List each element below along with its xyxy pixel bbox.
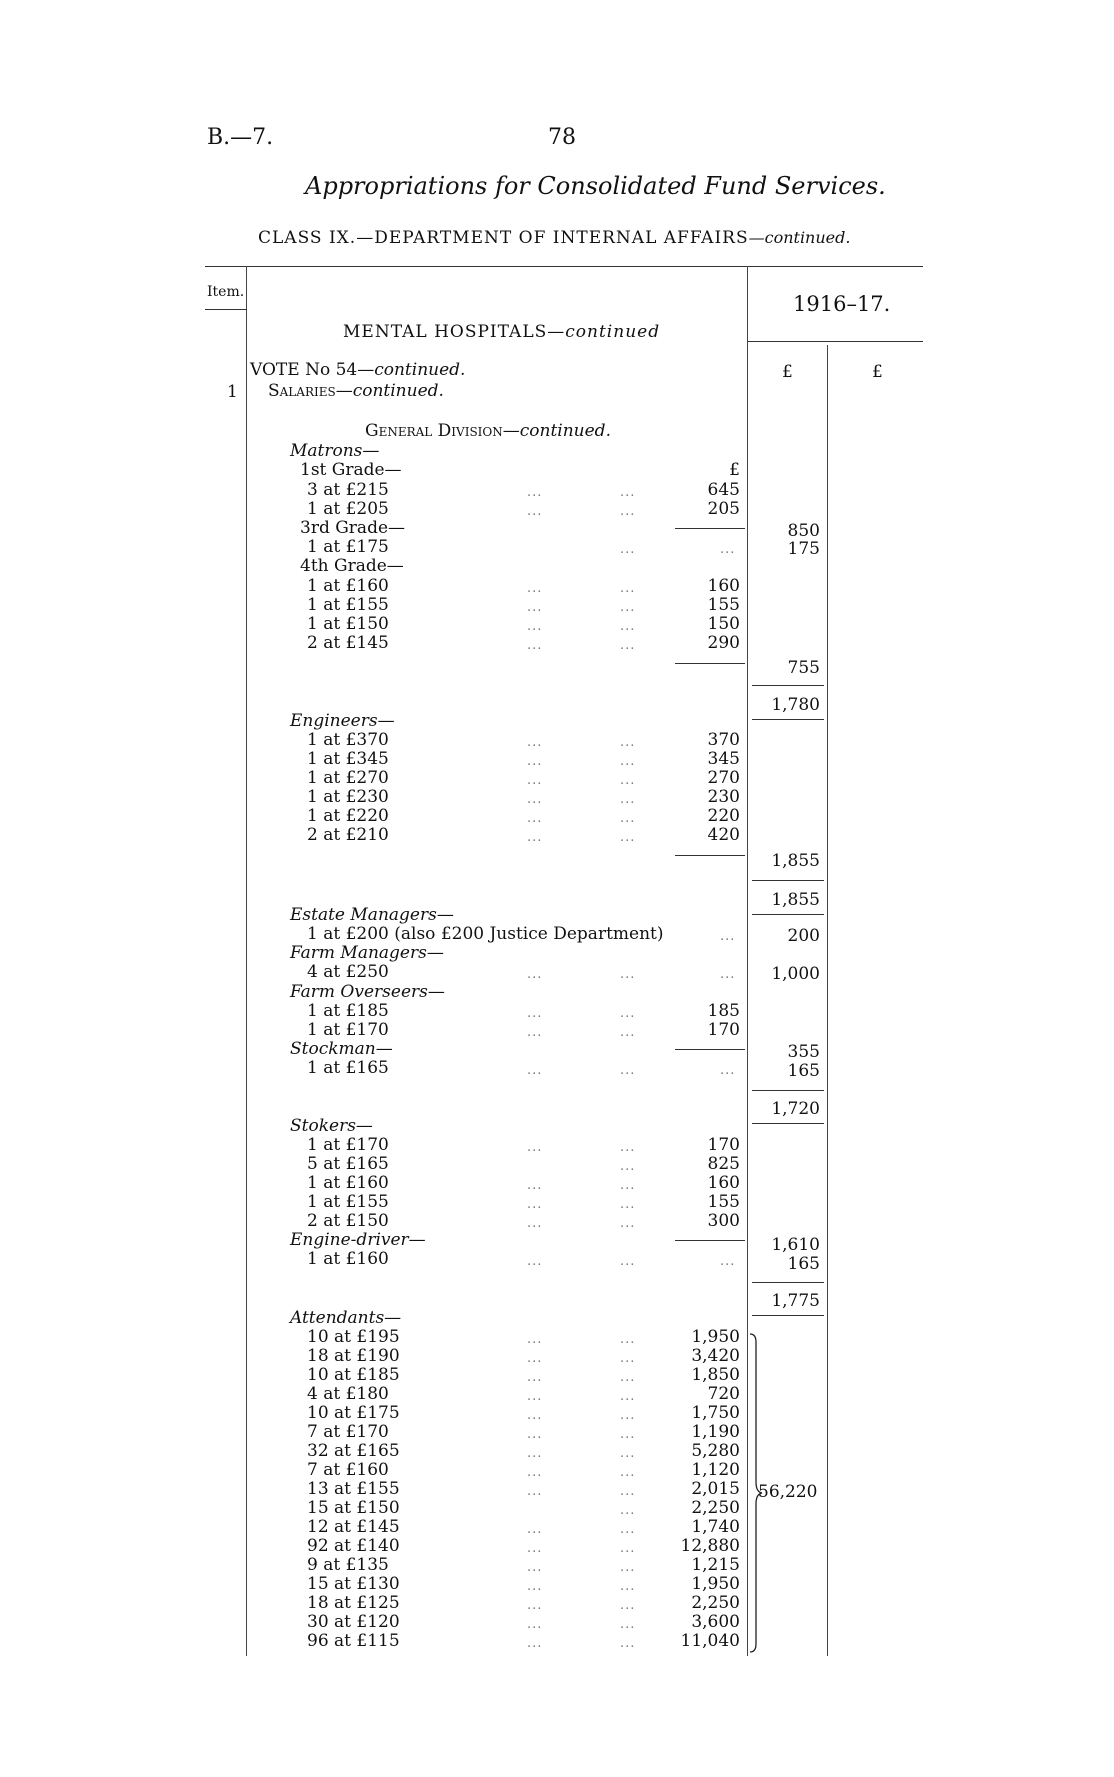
dots: ... bbox=[527, 1216, 543, 1231]
dots: ... bbox=[527, 1427, 543, 1442]
engine-driver-heading: Engine-driver— bbox=[290, 1230, 426, 1250]
farm-overseers-row-1-desc: 1 at £170 bbox=[307, 1020, 389, 1040]
dots: ... bbox=[620, 1503, 636, 1518]
attendants-row-15-amount: 3,600 bbox=[691, 1612, 740, 1632]
dots: ... bbox=[620, 1351, 636, 1366]
dots: ... bbox=[527, 1541, 543, 1556]
dots: ... bbox=[620, 754, 636, 769]
dots: ... bbox=[527, 1598, 543, 1613]
stokers-row-3-amount: 155 bbox=[707, 1192, 740, 1212]
dots: ... bbox=[620, 1446, 636, 1461]
dots: ... bbox=[527, 638, 543, 653]
dots: ... bbox=[527, 1140, 543, 1155]
engineers-total: 1,855 bbox=[771, 890, 820, 910]
vote-label-text: VOTE No 54 bbox=[250, 360, 358, 380]
stockman-total-rule-bottom bbox=[752, 1123, 824, 1124]
estate-heading: Estate Managers— bbox=[290, 905, 454, 925]
division-continued: —continued. bbox=[502, 421, 611, 441]
dots: ... bbox=[527, 792, 543, 807]
pound-label-a: £ bbox=[782, 362, 793, 382]
dots: ... bbox=[527, 1332, 543, 1347]
year-label: 1916–17. bbox=[793, 292, 891, 316]
matrons-grade1: 1st Grade— bbox=[300, 460, 402, 480]
dots: ... bbox=[527, 619, 543, 634]
engineers-row-1-amount: 345 bbox=[707, 749, 740, 769]
dots: ... bbox=[720, 1254, 736, 1269]
matrons-grade3: 3rd Grade— bbox=[300, 518, 406, 538]
engineers-heading: Engineers— bbox=[290, 711, 395, 731]
class-heading bbox=[258, 228, 850, 248]
dots: ... bbox=[620, 1465, 636, 1480]
farm-overseers-row-0-amount: 185 bbox=[707, 1001, 740, 1021]
engineers-row-0-amount: 370 bbox=[707, 730, 740, 750]
dots: ... bbox=[620, 792, 636, 807]
dots: ... bbox=[527, 1484, 543, 1499]
dots: ... bbox=[527, 1351, 543, 1366]
matrons-g4-row-3-amount: 290 bbox=[707, 633, 740, 653]
attendants-row-4-desc: 10 at £175 bbox=[307, 1403, 400, 1423]
dots: ... bbox=[620, 1560, 636, 1575]
dots: ... bbox=[620, 967, 636, 982]
section-title-text: MENTAL HOSPITALS bbox=[343, 322, 548, 342]
dots: ... bbox=[620, 811, 636, 826]
attendants-row-1-desc: 18 at £190 bbox=[307, 1346, 400, 1366]
vote-label bbox=[250, 361, 465, 380]
dots: ... bbox=[720, 542, 736, 557]
dots: ... bbox=[527, 1063, 543, 1078]
stokers-row-4-amount: 300 bbox=[707, 1211, 740, 1231]
dots: ... bbox=[527, 1465, 543, 1480]
item-column-rule bbox=[246, 266, 247, 1656]
matrons-g4-row-1-desc: 1 at £155 bbox=[307, 595, 389, 615]
table-top-rule bbox=[205, 266, 923, 267]
farm-overseers-row-0-desc: 1 at £185 bbox=[307, 1001, 389, 1021]
engineers-subtotal: 1,855 bbox=[771, 851, 820, 871]
dots: ... bbox=[527, 1579, 543, 1594]
dots: ... bbox=[527, 504, 543, 519]
dots: ... bbox=[527, 1197, 543, 1212]
matrons-g3-desc: 1 at £175 bbox=[307, 537, 389, 557]
attendants-row-16-desc: 96 at £115 bbox=[307, 1631, 400, 1651]
salaries-label bbox=[268, 382, 444, 401]
section-title bbox=[343, 323, 660, 342]
dots: ... bbox=[620, 485, 636, 500]
attendants-row-1-amount: 3,420 bbox=[691, 1346, 740, 1366]
dots: ... bbox=[527, 1446, 543, 1461]
dots: ... bbox=[620, 1617, 636, 1632]
dots: ... bbox=[620, 600, 636, 615]
attendants-row-6-amount: 5,280 bbox=[691, 1441, 740, 1461]
matrons-g4-row-3-desc: 2 at £145 bbox=[307, 633, 389, 653]
dots: ... bbox=[620, 1178, 636, 1193]
attendants-bracket-total: 56,220 bbox=[758, 1482, 818, 1502]
attendants-row-11-amount: 12,880 bbox=[680, 1536, 740, 1556]
dots: ... bbox=[620, 1025, 636, 1040]
item-column-label: Item. bbox=[207, 284, 245, 300]
dots: ... bbox=[620, 1197, 636, 1212]
matrons-g4-row-2-amount: 150 bbox=[707, 614, 740, 634]
engineers-row-3-desc: 1 at £230 bbox=[307, 787, 389, 807]
farm-managers-amount: 1,000 bbox=[771, 964, 820, 984]
dots: ... bbox=[527, 1408, 543, 1423]
attendants-heading: Attendants— bbox=[290, 1308, 402, 1328]
matrons-g1-rule bbox=[675, 528, 745, 529]
farm-managers-row-desc: 4 at £250 bbox=[307, 962, 389, 982]
dots: ... bbox=[620, 1159, 636, 1174]
matrons-g4-row-2-desc: 1 at £150 bbox=[307, 614, 389, 634]
vote-continued: —continued. bbox=[357, 360, 466, 380]
matrons-g4-row-0-desc: 1 at £160 bbox=[307, 576, 389, 596]
dots: ... bbox=[620, 1522, 636, 1537]
attendants-row-8-amount: 2,015 bbox=[691, 1479, 740, 1499]
matrons-g1-row-0-desc: 3 at £215 bbox=[307, 480, 389, 500]
stokers-subtotal: 1,610 bbox=[771, 1235, 820, 1255]
engine-driver-total-rule-top bbox=[752, 1282, 824, 1283]
dots: ... bbox=[720, 1063, 736, 1078]
division-label bbox=[365, 422, 611, 441]
class-line: CLASS IX.—DEPARTMENT OF INTERNAL AFFAIRS bbox=[258, 228, 749, 248]
stokers-heading: Stokers— bbox=[290, 1116, 373, 1136]
dots: ... bbox=[620, 581, 636, 596]
dots: ... bbox=[720, 929, 736, 944]
total-column-rule bbox=[827, 345, 828, 1656]
attendants-row-2-desc: 10 at £185 bbox=[307, 1365, 400, 1385]
dots: ... bbox=[527, 581, 543, 596]
farm-overseers-heading: Farm Overseers— bbox=[290, 982, 445, 1002]
matrons-g1-total: 850 bbox=[787, 521, 820, 541]
stockman-row-desc: 1 at £165 bbox=[307, 1058, 389, 1078]
dots: ... bbox=[527, 600, 543, 615]
matrons-total-rule-bottom bbox=[752, 719, 824, 720]
item-header-rule bbox=[205, 309, 247, 310]
engineers-row-2-amount: 270 bbox=[707, 768, 740, 788]
stokers-row-0-desc: 1 at £170 bbox=[307, 1135, 389, 1155]
engineers-rule bbox=[675, 855, 745, 856]
attendants-row-10-amount: 1,740 bbox=[691, 1517, 740, 1537]
dots: ... bbox=[527, 1617, 543, 1632]
attendants-row-6-desc: 32 at £165 bbox=[307, 1441, 400, 1461]
engineers-total-rule-top bbox=[752, 880, 824, 881]
estate-amount: 200 bbox=[787, 926, 820, 946]
dots: ... bbox=[620, 1254, 636, 1269]
dots: ... bbox=[620, 542, 636, 557]
farm-overseers-row-1-amount: 170 bbox=[707, 1020, 740, 1040]
attendants-row-9-desc: 15 at £150 bbox=[307, 1498, 400, 1518]
attendants-row-7-desc: 7 at £160 bbox=[307, 1460, 389, 1480]
dots: ... bbox=[527, 1522, 543, 1537]
farm-managers-heading: Farm Managers— bbox=[290, 943, 444, 963]
attendants-row-15-desc: 30 at £120 bbox=[307, 1612, 400, 1632]
engineers-row-4-amount: 220 bbox=[707, 806, 740, 826]
matrons-g1-row-0-amount: 645 bbox=[707, 480, 740, 500]
dots: ... bbox=[527, 1006, 543, 1021]
matrons-heading: Matrons— bbox=[290, 441, 380, 461]
dots: ... bbox=[527, 1025, 543, 1040]
dots: ... bbox=[527, 735, 543, 750]
dots: ... bbox=[620, 1063, 636, 1078]
item-number: 1 bbox=[227, 382, 238, 402]
matrons-g4-total: 755 bbox=[787, 658, 820, 678]
dots: ... bbox=[527, 1370, 543, 1385]
stokers-row-3-desc: 1 at £155 bbox=[307, 1192, 389, 1212]
dots: ... bbox=[620, 1541, 636, 1556]
attendants-row-7-amount: 1,120 bbox=[691, 1460, 740, 1480]
dots: ... bbox=[527, 830, 543, 845]
dots: ... bbox=[620, 1427, 636, 1442]
dots: ... bbox=[527, 773, 543, 788]
engineers-row-5-desc: 2 at £210 bbox=[307, 825, 389, 845]
stockman-heading: Stockman— bbox=[290, 1039, 393, 1059]
matrons-total-rule-top bbox=[752, 685, 824, 686]
matrons-g4-rule bbox=[675, 663, 745, 664]
dots: ... bbox=[620, 619, 636, 634]
matrons-g3-amount: 175 bbox=[787, 539, 820, 559]
matrons-g4-row-1-amount: 155 bbox=[707, 595, 740, 615]
dots: ... bbox=[527, 1254, 543, 1269]
section-continued: —continued bbox=[547, 322, 661, 342]
dots: ... bbox=[527, 485, 543, 500]
engineers-row-4-desc: 1 at £220 bbox=[307, 806, 389, 826]
dots: ... bbox=[620, 1216, 636, 1231]
year-header-rule bbox=[748, 341, 923, 342]
dots: ... bbox=[527, 1178, 543, 1193]
engineers-row-0-desc: 1 at £370 bbox=[307, 730, 389, 750]
dots: ... bbox=[620, 1389, 636, 1404]
attendants-row-11-desc: 92 at £140 bbox=[307, 1536, 400, 1556]
engine-driver-total: 1,775 bbox=[771, 1291, 820, 1311]
dots: ... bbox=[620, 638, 636, 653]
dots: ... bbox=[620, 1579, 636, 1594]
attendants-row-9-amount: 2,250 bbox=[691, 1498, 740, 1518]
dots: ... bbox=[620, 1332, 636, 1347]
matrons-grade4: 4th Grade— bbox=[300, 556, 404, 576]
stokers-row-2-amount: 160 bbox=[707, 1173, 740, 1193]
attendants-row-12-amount: 1,215 bbox=[691, 1555, 740, 1575]
attendants-row-0-desc: 10 at £195 bbox=[307, 1327, 400, 1347]
attendants-row-3-desc: 4 at £180 bbox=[307, 1384, 389, 1404]
stokers-rule bbox=[675, 1240, 745, 1241]
dots: ... bbox=[527, 967, 543, 982]
dots: ... bbox=[527, 1389, 543, 1404]
matrons-g1-row-1-desc: 1 at £205 bbox=[307, 499, 389, 519]
engineers-total-rule-bottom bbox=[752, 914, 824, 915]
dots: ... bbox=[527, 811, 543, 826]
stokers-row-2-desc: 1 at £160 bbox=[307, 1173, 389, 1193]
farm-overseers-subtotal: 355 bbox=[787, 1042, 820, 1062]
attendants-row-13-desc: 15 at £130 bbox=[307, 1574, 400, 1594]
dots: ... bbox=[527, 754, 543, 769]
dots: ... bbox=[720, 967, 736, 982]
engineers-row-3-amount: 230 bbox=[707, 787, 740, 807]
attendants-row-8-desc: 13 at £155 bbox=[307, 1479, 400, 1499]
attendants-row-12-desc: 9 at £135 bbox=[307, 1555, 389, 1575]
attendants-row-0-amount: 1,950 bbox=[691, 1327, 740, 1347]
engine-driver-row-desc: 1 at £160 bbox=[307, 1249, 389, 1269]
stockman-amount: 165 bbox=[787, 1061, 820, 1081]
farm-overseers-rule bbox=[675, 1049, 745, 1050]
stokers-row-0-amount: 170 bbox=[707, 1135, 740, 1155]
dots: ... bbox=[620, 1598, 636, 1613]
document-reference: B.—7. bbox=[207, 125, 274, 150]
dots: ... bbox=[620, 830, 636, 845]
matrons-g1-row-1-amount: 205 bbox=[707, 499, 740, 519]
attendants-row-2-amount: 1,850 bbox=[691, 1365, 740, 1385]
dots: ... bbox=[620, 773, 636, 788]
dots: ... bbox=[620, 1006, 636, 1021]
dots: ... bbox=[620, 1484, 636, 1499]
page-number: 78 bbox=[548, 125, 576, 150]
engine-driver-amount: 165 bbox=[787, 1254, 820, 1274]
division-text: General Division bbox=[365, 421, 503, 441]
dots: ... bbox=[527, 1560, 543, 1575]
salaries-continued: —continued. bbox=[335, 381, 444, 401]
dots: ... bbox=[620, 1408, 636, 1423]
stokers-row-4-desc: 2 at £150 bbox=[307, 1211, 389, 1231]
engineers-row-1-desc: 1 at £345 bbox=[307, 749, 389, 769]
attendants-row-14-desc: 18 at £125 bbox=[307, 1593, 400, 1613]
stokers-row-1-desc: 5 at £165 bbox=[307, 1154, 389, 1174]
dots: ... bbox=[620, 735, 636, 750]
class-continued: —continued. bbox=[748, 228, 851, 247]
attendants-row-5-desc: 7 at £170 bbox=[307, 1422, 389, 1442]
attendants-row-5-amount: 1,190 bbox=[691, 1422, 740, 1442]
engine-driver-total-rule-bottom bbox=[752, 1315, 824, 1316]
dots: ... bbox=[620, 504, 636, 519]
pound-label-b: £ bbox=[872, 362, 883, 382]
engineers-row-2-desc: 1 at £270 bbox=[307, 768, 389, 788]
stockman-total-rule-top bbox=[752, 1090, 824, 1091]
estate-row-desc: 1 at £200 (also £200 Justice Department) bbox=[307, 924, 664, 944]
attendants-row-16-amount: 11,040 bbox=[680, 1631, 740, 1651]
dots: ... bbox=[620, 1370, 636, 1385]
salaries-text: Salaries bbox=[268, 381, 336, 401]
page-title: Appropriations for Consolidated Fund Services. bbox=[305, 172, 886, 200]
attendants-row-13-amount: 1,950 bbox=[691, 1574, 740, 1594]
matrons-grade1-pound: £ bbox=[729, 460, 740, 480]
stockman-total: 1,720 bbox=[771, 1099, 820, 1119]
matrons-g4-row-0-amount: 160 bbox=[707, 576, 740, 596]
attendants-row-10-desc: 12 at £145 bbox=[307, 1517, 400, 1537]
dots: ... bbox=[620, 1636, 636, 1651]
dots: ... bbox=[527, 1636, 543, 1651]
attendants-row-14-amount: 2,250 bbox=[691, 1593, 740, 1613]
matrons-total: 1,780 bbox=[771, 695, 820, 715]
stokers-row-1-amount: 825 bbox=[707, 1154, 740, 1174]
attendants-row-3-amount: 720 bbox=[707, 1384, 740, 1404]
attendants-row-4-amount: 1,750 bbox=[691, 1403, 740, 1423]
dots: ... bbox=[620, 1140, 636, 1155]
engineers-row-5-amount: 420 bbox=[707, 825, 740, 845]
